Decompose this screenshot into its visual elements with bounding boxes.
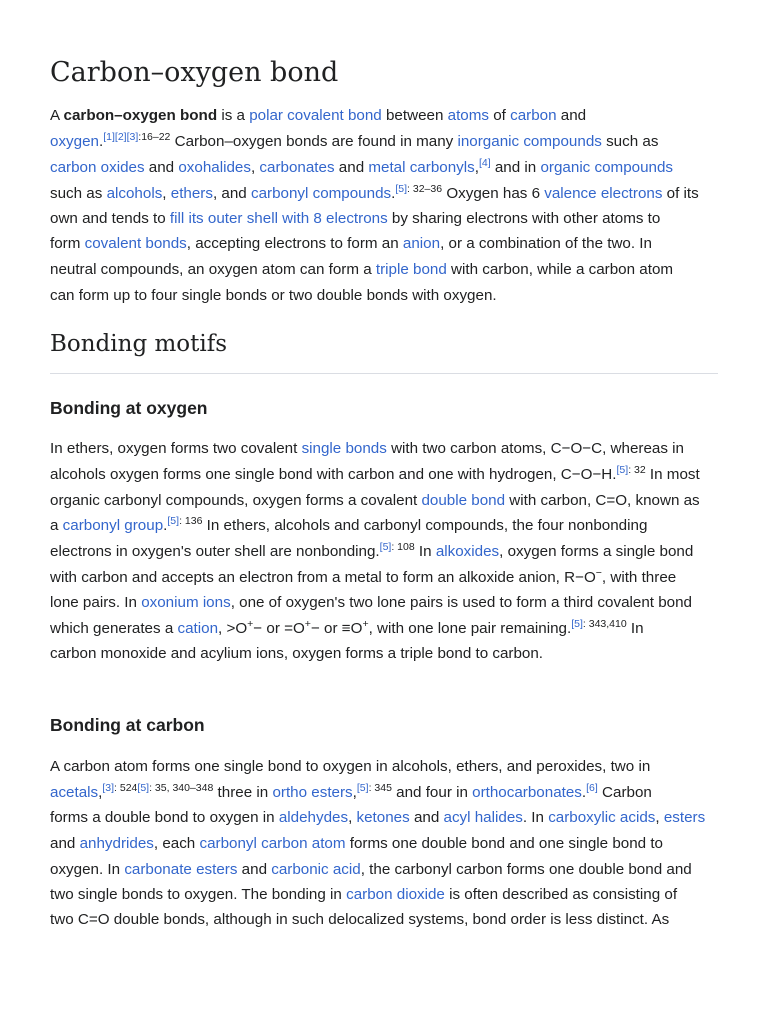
text-line <box>50 644 543 664</box>
link-double-bond[interactable]: double bond <box>421 492 506 509</box>
link-acetals[interactable]: acetals <box>50 784 99 801</box>
link-ortho-esters[interactable]: ortho esters <box>272 784 353 801</box>
citation-link[interactable]: [5] <box>167 515 180 527</box>
section-heading-bonding-motifs: Bonding motifs <box>50 331 228 357</box>
text: . <box>163 517 168 534</box>
text: , <box>250 159 260 176</box>
text: between <box>381 107 448 124</box>
citation <box>102 782 213 794</box>
text: and <box>50 835 80 852</box>
link-covalent-bonds[interactable]: covalent bonds <box>84 235 187 252</box>
citation <box>103 131 170 143</box>
citation <box>586 782 598 794</box>
citation-page: : 32–36 <box>407 183 443 195</box>
text: , and <box>212 185 251 202</box>
link-triple-bond[interactable]: triple bond <box>375 261 447 278</box>
subsection-heading-oxygen: Bonding at oxygen <box>50 398 208 418</box>
citation-page: : 343,410 <box>582 618 627 630</box>
link-single-bonds[interactable]: single bonds <box>301 440 387 457</box>
citation-page: : 524 <box>114 782 138 794</box>
text: such as <box>601 133 659 150</box>
text: Oxygen has 6 <box>442 185 545 202</box>
citation <box>571 618 626 630</box>
text: two C=O double bonds, although in such delocalized systems, bond order is less distinct. As <box>50 911 670 928</box>
text-line <box>50 910 669 930</box>
text: , <box>352 784 357 801</box>
citation <box>479 157 491 169</box>
link-oxohalides[interactable]: oxohalides <box>178 159 251 176</box>
text-line <box>50 465 700 485</box>
text: Carbon–oxygen bonds are found in many <box>170 133 458 150</box>
link-alkoxides[interactable]: alkoxides <box>435 543 500 560</box>
link-esters[interactable]: esters <box>663 809 706 826</box>
text: lone pairs. In <box>50 594 142 611</box>
link-oxonium-ions[interactable]: oxonium ions <box>141 594 231 611</box>
text-line <box>50 516 647 536</box>
link-inorganic-compounds[interactable]: inorganic compounds <box>457 133 602 150</box>
text: own and tends to <box>50 210 170 227</box>
link-anhydrides[interactable]: anhydrides <box>79 835 154 852</box>
text: neutral compounds, an oxygen atom can form a <box>50 261 376 278</box>
text: A <box>50 107 64 124</box>
link-carbonyl-compounds[interactable]: carbonyl compounds <box>250 185 392 202</box>
section-divider <box>50 373 718 374</box>
text: can form up to four single bonds or two double bonds with oxygen. <box>50 287 497 304</box>
link-metal-carbonyls[interactable]: metal carbonyls <box>368 159 475 176</box>
text-line <box>50 808 705 828</box>
link-cation[interactable]: cation <box>177 620 219 637</box>
citation <box>380 541 415 553</box>
text: , <box>348 809 357 826</box>
link-valence-electrons[interactable]: valence electrons <box>544 185 663 202</box>
text: forms one double bond and one single bond to <box>345 835 664 852</box>
text-line <box>50 106 586 126</box>
text: is often described as consisting of <box>444 886 678 903</box>
citation-link[interactable]: [5] <box>571 618 583 630</box>
text: and <box>409 809 444 826</box>
text: . <box>98 133 104 150</box>
link-alcohols[interactable]: alcohols <box>106 185 163 202</box>
text: . <box>391 185 396 202</box>
citation <box>357 782 392 794</box>
citation-page: : 108 <box>391 541 415 553</box>
text: of its <box>662 185 699 202</box>
text: carbon monoxide and acylium ions, oxygen forms a triple bond to carbon. <box>50 645 544 662</box>
citation <box>167 515 202 527</box>
text: with two carbon atoms, C−O−C, whereas in <box>386 440 684 457</box>
text-line <box>50 184 699 204</box>
text: . In <box>522 809 549 826</box>
charge-superscript: − <box>595 567 602 579</box>
page-title: Carbon–oxygen bond <box>50 57 339 88</box>
text: and <box>556 107 587 124</box>
text: In ethers, alcohols and carbonyl compounds, the four nonbonding <box>202 517 648 534</box>
citation-link[interactable]: [5] <box>137 782 150 794</box>
text: electrons in oxygen's outer shell are nonbonding. <box>50 543 380 560</box>
text-line <box>50 439 684 459</box>
text: . <box>581 784 587 801</box>
link-carbonyl-group[interactable]: carbonyl group <box>62 517 164 534</box>
text: , <box>474 159 479 176</box>
bold-term: carbon–oxygen bond <box>63 107 218 124</box>
text-line <box>50 568 676 588</box>
text: which generates a <box>50 620 178 637</box>
citation-link[interactable]: [3] <box>126 131 139 143</box>
charge-superscript: + <box>362 618 369 630</box>
text-line <box>50 132 658 152</box>
citation <box>617 464 646 476</box>
citation-page: : 35, 340–348 <box>149 782 214 794</box>
text-line <box>50 491 700 511</box>
text: − or ≡O <box>310 620 363 637</box>
citation-link[interactable]: [6] <box>586 782 598 794</box>
text-line <box>50 757 650 777</box>
link-polar-covalent-bond[interactable]: polar covalent bond <box>249 107 382 124</box>
text: with carbon, while a carbon atom <box>446 261 674 278</box>
link-carbon-dioxide[interactable]: carbon dioxide <box>346 886 445 903</box>
link-ethers[interactable]: ethers <box>170 185 213 202</box>
text: and <box>334 159 369 176</box>
text: alcohols oxygen forms one single bond with carbon and one with hydrogen, C−O−H. <box>50 466 617 483</box>
citation-link[interactable]: [5] <box>379 541 392 553</box>
citation-link[interactable]: [5] <box>616 464 629 476</box>
text: , with one lone pair remaining. <box>368 620 572 637</box>
citation-page: : 136 <box>179 515 203 527</box>
text: with carbon and accepts an electron from a metal to form an alkoxide anion, R−O <box>50 569 596 586</box>
link-ketones[interactable]: ketones <box>356 809 410 826</box>
text: oxygen. In <box>50 861 125 878</box>
text: a <box>50 517 63 534</box>
text: three in <box>213 784 273 801</box>
text: organic carbonyl compounds, oxygen forms a covalent <box>50 492 422 509</box>
citation-link[interactable]: [1] <box>103 131 115 143</box>
link-carbonic-acid[interactable]: carbonic acid <box>271 861 361 878</box>
text-line <box>50 158 673 178</box>
link-acyl-halides[interactable]: acyl halides <box>443 809 523 826</box>
text: and in <box>490 159 541 176</box>
citation-page: :16–22 <box>138 131 171 143</box>
text: , <box>162 185 171 202</box>
text-line <box>50 860 692 880</box>
text-line <box>50 286 497 306</box>
text: , or a combination of the two. In <box>440 235 652 252</box>
text-line <box>50 783 652 803</box>
text-line <box>50 542 693 562</box>
citation-link[interactable]: [5] <box>395 183 408 195</box>
text-line <box>50 234 652 254</box>
link-orthocarbonates[interactable]: orthocarbonates <box>472 784 582 801</box>
link-carboxylic-acids[interactable]: carboxylic acids <box>548 809 656 826</box>
link-carbon-oxides[interactable]: carbon oxides <box>50 159 145 176</box>
citation-link[interactable]: [2] <box>114 131 127 143</box>
citation <box>395 183 442 195</box>
link-aldehydes[interactable]: aldehydes <box>278 809 349 826</box>
text: forms a double bond to oxygen in <box>50 809 279 826</box>
text: , <box>98 784 103 801</box>
subsection-heading-carbon: Bonding at carbon <box>50 715 205 735</box>
citation-link[interactable]: [3] <box>102 782 115 794</box>
link-oxygen[interactable]: oxygen <box>50 133 99 150</box>
text: is a <box>217 107 250 124</box>
citation-link[interactable]: [4] <box>478 157 491 169</box>
text-line <box>50 885 677 905</box>
text: , >O <box>218 620 248 637</box>
text-line <box>50 593 692 613</box>
link-carbonyl-carbon-atom[interactable]: carbonyl carbon atom <box>199 835 346 852</box>
link-carbon[interactable]: carbon <box>510 107 557 124</box>
link-carbonate-esters[interactable]: carbonate esters <box>124 861 238 878</box>
text: In <box>414 543 436 560</box>
text: In most <box>645 466 700 483</box>
text-line <box>50 619 644 639</box>
text: , the carbonyl carbon forms one double bond and <box>360 861 692 878</box>
link-anion[interactable]: anion <box>402 235 441 252</box>
charge-superscript: + <box>304 618 311 630</box>
link-octet-rule[interactable]: fill its outer shell with 8 electrons <box>169 210 388 227</box>
charge-superscript: + <box>247 618 254 630</box>
link-carbonates[interactable]: carbonates <box>259 159 335 176</box>
text: such as <box>50 185 107 202</box>
text: and <box>144 159 179 176</box>
text: of <box>489 107 511 124</box>
text: two single bonds to oxygen. The bonding in <box>50 886 347 903</box>
text: with carbon, C=O, known as <box>505 492 700 509</box>
text: In <box>626 620 644 637</box>
text-line <box>50 834 663 854</box>
text: and <box>237 861 272 878</box>
text: , <box>655 809 664 826</box>
text: , oxygen forms a single bond <box>499 543 694 560</box>
citation-page: : 345 <box>368 782 392 794</box>
text: Carbon <box>597 784 652 801</box>
text: form <box>50 235 85 252</box>
text: A carbon atom forms one single bond to oxygen in alcohols, ethers, and peroxides, two in <box>50 758 651 775</box>
citation-page: : 32 <box>628 464 646 476</box>
link-atoms[interactable]: atoms <box>447 107 489 124</box>
text-line <box>50 260 673 280</box>
text: and four in <box>391 784 473 801</box>
link-organic-compounds[interactable]: organic compounds <box>540 159 674 176</box>
text: by sharing electrons with other atoms to <box>387 210 661 227</box>
text-line <box>50 209 660 229</box>
text: − or =O <box>253 620 305 637</box>
text: , with three <box>601 569 677 586</box>
text: , each <box>153 835 200 852</box>
citation-link[interactable]: [5] <box>356 782 369 794</box>
text: In ethers, oxygen forms two covalent <box>50 440 302 457</box>
text: , accepting electrons to form an <box>186 235 403 252</box>
text: , one of oxygen's two lone pairs is used to form a third covalent bond <box>230 594 693 611</box>
